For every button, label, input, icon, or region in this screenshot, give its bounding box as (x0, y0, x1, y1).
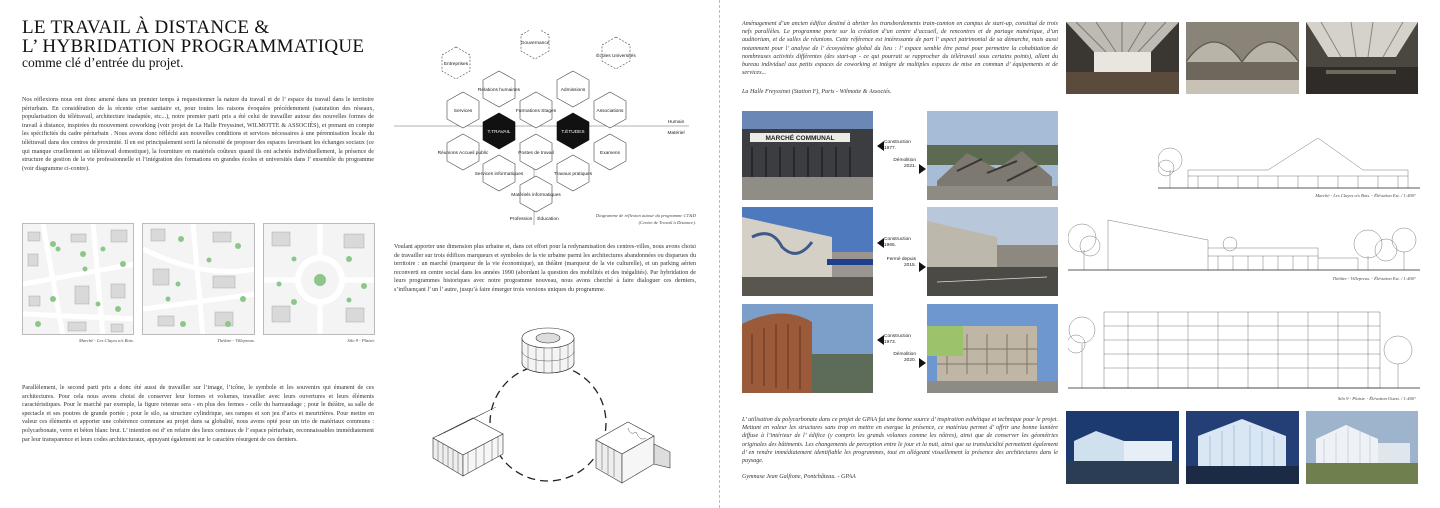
elevation-caption-marche: Marché - Les Clayes n/s Bois. - Élévation Est. / 1:400° (1315, 193, 1416, 198)
middle-paragraph: Voulant apporter une dimension plus urbaine et, dans cet effort pour la redynamisation des centres-villes, nous avons choisi de travailler sur trois édifices marqueurs et symboles de la vie urbaine parmi les architectures abandonnées ou disparues du territoire : un marché (marqueur de la vie économique), un théâtre (marqueur de la vie culturelle), et un parking aérien reconverti en centre social dans les années 1990 (abordant la question des mobilités et des inégalités). Par hybridation de leurs programmes historiques avec notre programme nouveau, nous avons cherché à faire dialoguer ces derniers, s’influençant l’ un l’ autre, jusqu’à faire émerger trois versions uniques du programme. (394, 244, 696, 293)
timeline-construction-label-1: Construction (884, 140, 911, 145)
theatre-photo-before (742, 207, 873, 296)
elevation-silo (1068, 300, 1420, 392)
timeline-arrow-2b (919, 262, 926, 272)
market-axonometric (433, 407, 503, 476)
diagram-materiels: Matériels informatiques (511, 193, 561, 198)
timeline-arrow-3b (919, 358, 926, 368)
site-plan-silo (263, 223, 375, 335)
timeline-event-2 (880, 257, 916, 269)
diagram-reunions: Réunions Accueil public (437, 151, 489, 156)
gpaa-credit: Gymnase Jean Galfione, Pontchâteau. - GPAA (742, 474, 856, 480)
halle-photo-3 (1306, 22, 1418, 94)
halle-paragraph: Aménagement d’un ancien édifice destiné à abriter les transbordements train-camion en campus de start-up, constitué de trois nefs parallèles. Le programme porte sur la création d’un centre d’accueil, de rencontres et de partage numérique, d’un auditorium, et de salles de réunions. Cette référence est intéressante de part l’ aspect patrimonial de sa démarche, mais aussi notamment pour l’ analyse de l’ écosystème global du lieu : l’ espace semble être pensé pour permettre la cohabitation de nombreuses activités différentes (des start-up - ce qui pourrait se rapprocher du télétravail sous certains points), allant du bureau individuel aux petits espaces de coworking et intègre de multiples espaces de mise en commun d’ équipements et de services... (742, 21, 1058, 77)
gpaa-photo-2 (1186, 411, 1299, 484)
timeline-arrow-3 (877, 335, 884, 345)
silo-axonometric (522, 328, 574, 373)
timeline-construction-label-3: Construction (884, 334, 911, 339)
gpaa-photo-3 (1306, 411, 1418, 484)
title-line-2: L’ HYBRIDATION PROGRAMMATIQUE (22, 36, 365, 57)
diagram-entreprises: Entreprises (443, 62, 469, 67)
map-caption-marche: Marché - Les Clayes n/s Bois. (79, 338, 134, 343)
timeline-construction-2 (884, 237, 911, 249)
axis-materiel: Matériel (667, 131, 685, 136)
elevation-caption-silo: Silo 9 - Plaisir. - Élévation Ouest. / 1:400° (1337, 396, 1416, 401)
timeline-event-1 (880, 158, 916, 170)
axis-humain: Humain (667, 120, 685, 125)
diagram-relations: Relations humaines (477, 88, 521, 93)
site-plan-theatre (142, 223, 255, 335)
diagram-tetudes: T.ÉTUDES (561, 130, 585, 135)
timeline-construction-label-2: Construction (884, 237, 911, 242)
market-sign-text: MARCHÉ COMMUNAL (765, 135, 835, 142)
gpaa-paragraph: L’ utilisation du polycarbonate dans ce projet de GPAA fut une bonne source d’ inspiration esthétique et technique pour le projet. Mettant en valeur les structures sans trop en mettre en exergue la présence, ce matériau permet d’ offrir une bonne lumière diffuse à l’intérieur de l’ édifice (y compris les grands volumes comme les nôtres), ainsi que de conserver les géométries originales des bâtiments. Les changements de perception entre le jour et la nuit, ainsi que sa translucidité permettent également d’ en rendre immédiatement identifiable les programmes, tout en allégeant visuellement la présence des architectures dans le paysage. (742, 417, 1058, 465)
map-caption-theatre: Théâtre - Villepreux. (217, 338, 255, 343)
timeline-construction-year-1: 1977. (884, 146, 897, 151)
timeline-construction-3 (884, 334, 911, 346)
timeline-arrow-1b (919, 164, 926, 174)
halle-credit: La Halle Freyssinet (Station F), Paris - Wilmotte & Associés. (742, 89, 892, 95)
site-plan-marche (22, 223, 134, 335)
timeline-construction-1 (884, 140, 911, 152)
diagram-postes: Postes de travail (518, 151, 554, 156)
halle-photo-2 (1186, 22, 1299, 94)
timeline-event-label-3: Démolition (893, 352, 916, 357)
site-plan-marche-drawing (23, 224, 134, 335)
timeline-construction-year-2: 1965. (884, 243, 897, 248)
timeline-arrow-2 (877, 238, 884, 248)
timeline-event-year-2: 2015. (903, 263, 916, 268)
timeline-construction-year-3: 1973. (884, 340, 897, 345)
halle-photo-1 (1066, 22, 1179, 94)
page-subtitle: comme clé d’entrée du projet. (22, 55, 184, 70)
diagram-admissions: Admissions (560, 88, 586, 93)
diagram-caption-line-2: (Centre de Travail à Distance). (638, 219, 696, 225)
timeline-event-year-1: 2021. (903, 164, 916, 169)
gpaa-photo-1 (1066, 411, 1179, 484)
diagram-ttravail: T.TRAVAIL (487, 130, 511, 135)
diagram-ecoles: Écoles Universités (596, 54, 636, 59)
map-caption-silo: Silo 9 - Plaisir. (347, 338, 375, 343)
page-divider (719, 0, 720, 508)
theatre-photo-after (927, 207, 1058, 296)
diagram-caption (548, 213, 696, 226)
diagram-gouvernance: Gouvernance (520, 41, 550, 46)
diagram-caption-line-1: Diagramme de réflexion autour du programme CT&D (595, 213, 696, 218)
diagram-examens: Examens (600, 151, 620, 156)
timeline-event-year-3: 2020. (903, 358, 916, 363)
axis-education: Éducation (537, 217, 559, 222)
timeline-event-label-2: Fermé depuis (886, 257, 916, 262)
marche-photo-after (927, 111, 1058, 200)
diagram-formations: Formations Stages (515, 109, 557, 114)
page-title (22, 18, 364, 56)
silo-photo-after (927, 304, 1058, 393)
axonometric-svg (418, 318, 678, 500)
elevation-caption-theatre: Théâtre - Villepreux. - Élévation Est. / 1:400° (1332, 276, 1416, 281)
axis-profession: Profession (509, 217, 533, 222)
marche-photo-before (742, 111, 873, 200)
bottom-paragraph: Parallèlement, le second parti pris a donc été aussi de travailler sur l’image, l’icône, le symbole et les souvenirs qui émanent de ces architectures. Pour cela nous avons choisi de conserver leur formes et volumes, travailler avec leurs ouvertures et leurs éléments caractéristiques. Pour le marché par exemple, la figure retenue sera - en plus des fermes - celle du barreaudage ; pour le théâtre, sa salle de spectacle et ses poutres de grande portée ; pour le silo, sa structure cylindrique, ses rampes et son jeu d’arcs et meurtrières. Pour mettre en valeur ces éléments et apporter une cohérence commune au projet dans sa globalité, nous avons opté pour un trio de matériaux communs : polycarbonate, verre et béton blanc brut. L’ intention est d’ en refaire des lieux centraux de l’ espace périurbain, reconnaissables immédiatement par leur transparence et leurs codes architecturaux, appuyant également sur le caractère résurgent de ces derniers. (22, 385, 374, 443)
timeline-event-label-1: Démolition (893, 158, 916, 163)
elevation-marche (1158, 130, 1420, 192)
intro-paragraph: Nos réflexions nous ont donc amené dans un premier temps à requestionner la nature du travail et de l’ espace du travail dans le territoire périurbain. En considération de la récente crise sanitaire et, pour toutes les raisons évoquées précédemment (saturation des réseaux, popularisation du télétravail, architecture inadaptée, etc...), notre premier parti pris a été celui de travailler autour des nouvelles formes de travail à distance, inspirées du mouvement coworking (voir projet de La Halle Freyssinet, WILMOTTE & ASSOCIÉS), et prenant en compte les spécificités du cadre périurbain . Nous avons donc réfléchi aux nouvelles conditions et services nécessaires à une pérennisation locale du télétravail dans des centres de proximité. Il en est principalement sorti la nécessité de proposer des espaces favorisant les échanges sociaux (ce qui manque cruellement au télétravail domestique), la fourniture en matériels coûteux quand ils ont achetés individuellement, la présence de structure de gestion de la vie professionnelle et l’intégration des formations en grandes écoles et universités dans l’ ensemble du programme (voir diagramme ci-contre). (22, 97, 374, 172)
program-diagram-svg (394, 30, 714, 230)
timeline-event-3 (880, 352, 916, 364)
diagram-associations: Associations (596, 109, 624, 114)
diagram-informatiques: Services informatiques (474, 172, 524, 177)
timeline-arrow-1 (877, 141, 884, 151)
axonometric-drawings (418, 318, 678, 500)
title-line-1: LE TRAVAIL À DISTANCE & (22, 17, 270, 38)
silo-photo-before (742, 304, 873, 393)
diagram-pratiques: Travaux pratiques (553, 172, 593, 177)
elevation-theatre (1068, 210, 1420, 274)
program-diagram (394, 30, 714, 230)
diagram-services: Services (453, 109, 473, 114)
site-plan-theatre-drawing (143, 224, 255, 335)
site-plan-silo-drawing (264, 224, 375, 335)
theatre-axonometric (596, 422, 670, 483)
